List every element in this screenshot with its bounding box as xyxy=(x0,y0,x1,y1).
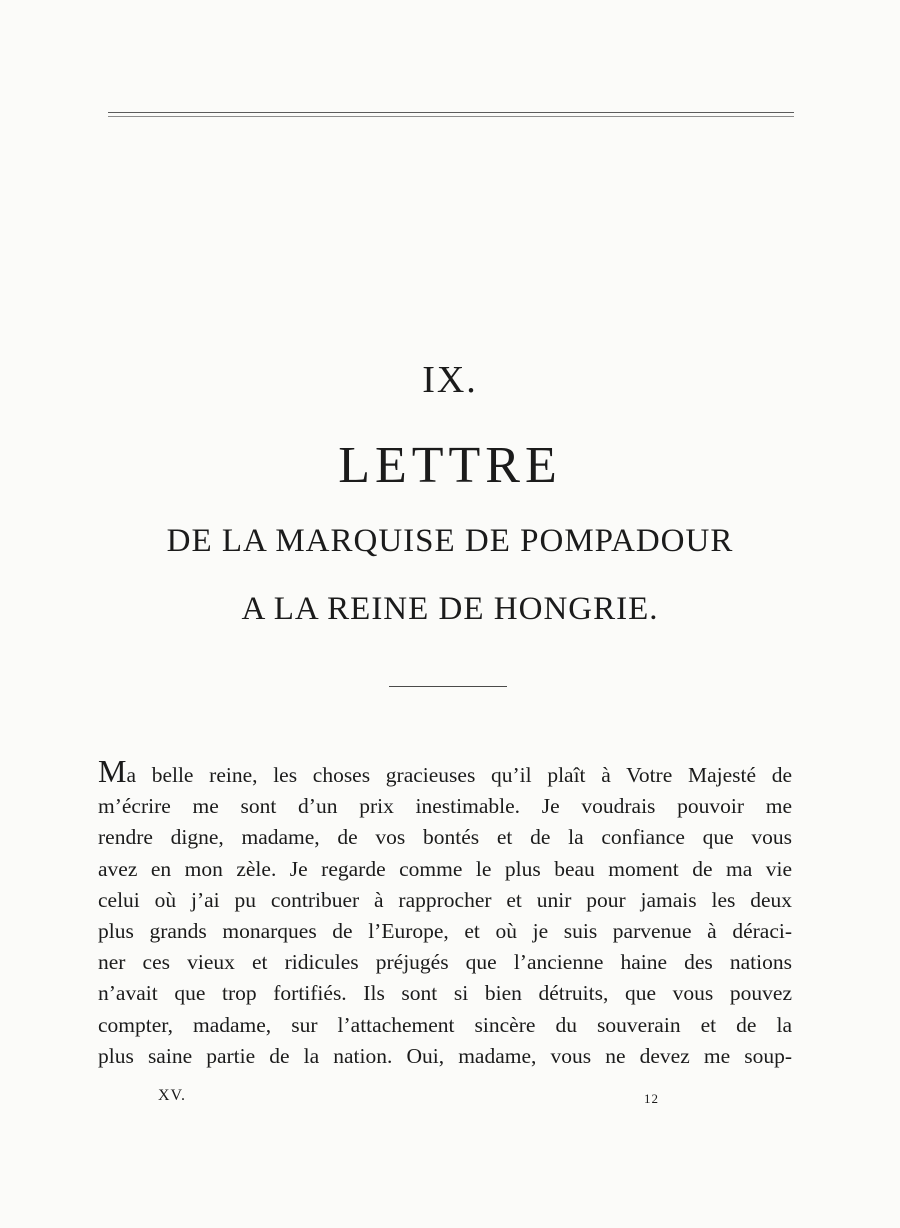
section-divider xyxy=(389,686,507,687)
document-type-heading: LETTRE xyxy=(338,437,562,494)
body-line-9: compter, madame, sur l’attachement sincère du souverain et de la xyxy=(98,1012,792,1037)
title-line-2: A LA REINE DE HONGRIE. xyxy=(241,591,659,627)
body-line-1 xyxy=(98,753,792,791)
body-line-4: avez en mon zèle. Je regarde comme le plus beau moment de ma vie xyxy=(98,856,792,881)
body-line-text: a belle reine, les choses gracieuses qu’il plaît à Votre Majesté de xyxy=(126,763,792,787)
body-line-2: m’écrire me sont d’un prix inestimable. Je voudrais pouvoir me xyxy=(98,794,792,819)
top-rule xyxy=(108,112,794,113)
page-number: 12 xyxy=(644,1091,659,1106)
body-line-7: ner ces vieux et ridicules préjugés que l’ancienne haine des nations xyxy=(98,950,792,975)
body-line-10: plus saine partie de la nation. Oui, madame, vous ne devez me soup- xyxy=(98,1043,792,1068)
chapter-number: IX. xyxy=(422,359,478,401)
title-line-1: DE LA MARQUISE DE POMPADOUR xyxy=(166,523,734,559)
body-line-5: celui où j’ai pu contribuer à rapprocher et unir pour jamais les deux xyxy=(98,887,792,912)
body-line-8: n’avait que trop fortifiés. Ils sont si bien détruits, que vous pouvez xyxy=(98,981,792,1006)
top-rule-secondary xyxy=(108,116,794,117)
letter-body xyxy=(98,753,792,1072)
drop-cap: M xyxy=(98,753,127,789)
body-line-6: plus grands monarques de l’Europe, et où je suis parvenue à déraci- xyxy=(98,919,792,944)
body-line-3: rendre digne, madame, de vos bontés et de la confiance que vous xyxy=(98,825,792,850)
signature-mark: XV. xyxy=(158,1087,187,1104)
